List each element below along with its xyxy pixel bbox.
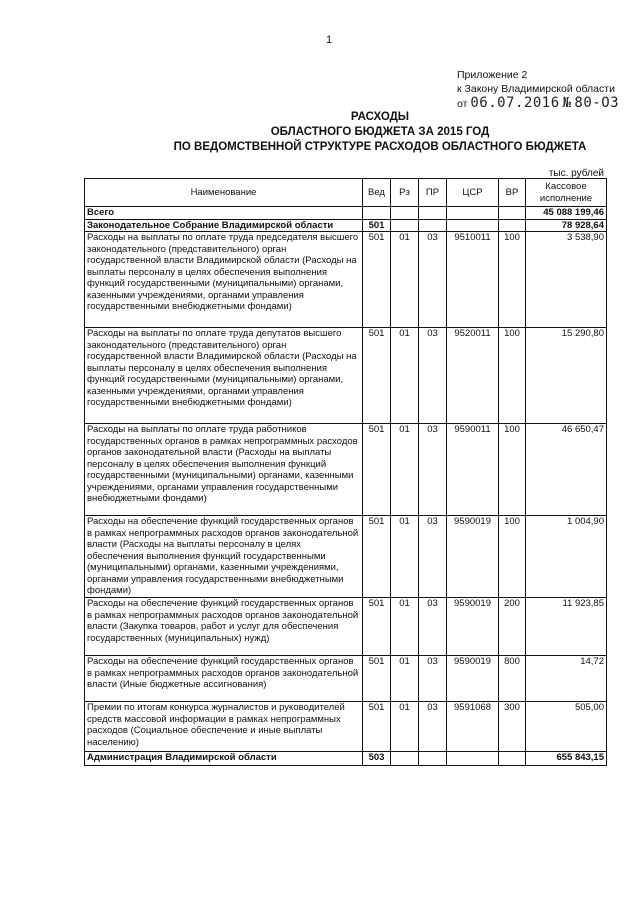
- row-vr: 800: [499, 656, 526, 702]
- row-name: Всего: [85, 207, 363, 220]
- row-csr: 9520011: [447, 328, 499, 424]
- row-sum: 46 650,47: [526, 424, 607, 516]
- budget-table: [84, 178, 607, 766]
- table-row: [85, 656, 607, 702]
- row-vr: 300: [499, 702, 526, 752]
- row-rz: [391, 207, 419, 220]
- row-name: Расходы на выплаты по оплате труда работников государственных органов в рамках непрограммных расходов органов законодательной власти (Расходы на выплаты персоналу в целях обеспечения выполнения функций государственными (муниципальными) органами, казенными учреждениями, органами управления государственными внебюджетными фондами): [85, 424, 363, 516]
- row-name: Расходы на обеспечение функций государственных органов в рамках непрограммных расходов органов законодательной власти (Расходы на выплаты персоналу в целях обеспечения выполнения функций государственными (муниципальными) органами, казенными учреждениями, органами управления государственными внебюджетными фондами): [85, 516, 363, 598]
- row-name: Расходы на обеспечение функций государственных органов в рамках непрограммных расходов органов законодательной власти (Иные бюджетные ассигнования): [85, 656, 363, 702]
- row-pr: 03: [419, 702, 447, 752]
- row-name: Расходы на выплаты по оплате труда депутатов высшего законодательного (представительного) орган государственной власти Владимирской области (Расходы на выплаты персоналу в целях обеспечения выполнения функций государственными (муниципальными) органами, казенными учреждениями, органами управления государственными внебюджетными фондами): [85, 328, 363, 424]
- row-name: Расходы на обеспечение функций государственных органов в рамках непрограммных расходов органов законодательной власти (Закупка товаров, работ и услуг для обеспечения государственных (муниципальных) нужд): [85, 598, 363, 656]
- header-ved: Вед: [363, 179, 391, 207]
- row-csr: [447, 752, 499, 766]
- table-header-row: [85, 179, 607, 207]
- table-row: [85, 328, 607, 424]
- row-pr: [419, 207, 447, 220]
- row-vr: [499, 207, 526, 220]
- row-rz: [391, 752, 419, 766]
- row-sum: 15 290,80: [526, 328, 607, 424]
- row-ved: 501: [363, 598, 391, 656]
- row-rz: 01: [391, 232, 419, 328]
- row-pr: [419, 752, 447, 766]
- row-pr: 03: [419, 424, 447, 516]
- row-name: Законодательное Собрание Владимирской области: [85, 219, 363, 232]
- row-sum: 3 538,90: [526, 232, 607, 328]
- row-csr: 9590011: [447, 424, 499, 516]
- header-vr: ВР: [499, 179, 526, 207]
- row-rz: 01: [391, 702, 419, 752]
- appendix-line-1: Приложение 2: [457, 69, 528, 81]
- row-rz: 01: [391, 424, 419, 516]
- row-csr: [447, 207, 499, 220]
- row-vr: 200: [499, 598, 526, 656]
- appendix-date-line: [457, 96, 619, 111]
- units-label: тыс. рублей: [548, 168, 604, 179]
- row-pr: 03: [419, 328, 447, 424]
- row-vr: 100: [499, 424, 526, 516]
- table-row: [85, 702, 607, 752]
- row-ved: 501: [363, 219, 391, 232]
- row-vr: 100: [499, 328, 526, 424]
- row-csr: 9510011: [447, 232, 499, 328]
- appendix-line-2: к Закону Владимирской области: [457, 83, 615, 95]
- table-row: [85, 516, 607, 598]
- row-ved: 501: [363, 328, 391, 424]
- row-sum: 45 088 199,46: [526, 207, 607, 220]
- row-pr: 03: [419, 656, 447, 702]
- row-sum: 11 923,85: [526, 598, 607, 656]
- row-sum: 14,72: [526, 656, 607, 702]
- row-rz: 01: [391, 516, 419, 598]
- row-sum: 505,00: [526, 702, 607, 752]
- page-number: 1: [326, 34, 333, 46]
- row-name: Администрация Владимирской области: [85, 752, 363, 766]
- row-name: Расходы на выплаты по оплате труда председателя высшего законодательного (представительного) орган государственной власти Владимирской области (Расходы на выплаты персоналу в целях обеспечения выполнения функций государственными (муниципальными) органами, казенными учреждениями, органами управления государственными внебюджетными фондами): [85, 232, 363, 328]
- title-line-2: ОБЛАСТНОГО БЮДЖЕТА ЗА 2015 ГОД: [270, 126, 490, 138]
- row-rz: 01: [391, 656, 419, 702]
- header-rz: Рз: [391, 179, 419, 207]
- row-rz: 01: [391, 598, 419, 656]
- row-vr: [499, 752, 526, 766]
- appendix-note: [457, 68, 619, 111]
- table-row: [85, 598, 607, 656]
- row-ved: 501: [363, 656, 391, 702]
- row-csr: 9590019: [447, 656, 499, 702]
- table-row: [85, 424, 607, 516]
- row-sum: 1 004,90: [526, 516, 607, 598]
- appendix-date: 06.07.2016: [470, 95, 560, 111]
- appendix-prefix: от: [457, 98, 468, 110]
- row-ved: 501: [363, 424, 391, 516]
- row-ved: 501: [363, 516, 391, 598]
- table-row: [85, 219, 607, 232]
- header-name: Наименование: [85, 179, 363, 207]
- row-ved: 501: [363, 702, 391, 752]
- header-pr: ПР: [419, 179, 447, 207]
- row-pr: 03: [419, 232, 447, 328]
- row-ved: [363, 207, 391, 220]
- row-csr: 9591068: [447, 702, 499, 752]
- row-rz: 01: [391, 328, 419, 424]
- row-csr: 9590019: [447, 598, 499, 656]
- row-rz: [391, 219, 419, 232]
- table-row: [85, 752, 607, 766]
- row-ved: 503: [363, 752, 391, 766]
- table-row: [85, 232, 607, 328]
- header-sum: Кассовое исполнение: [526, 179, 607, 207]
- row-csr: [447, 219, 499, 232]
- row-vr: 100: [499, 516, 526, 598]
- row-ved: 501: [363, 232, 391, 328]
- row-vr: 100: [499, 232, 526, 328]
- title-line-1: РАСХОДЫ: [350, 111, 410, 123]
- row-sum: 655 843,15: [526, 752, 607, 766]
- row-csr: 9590019: [447, 516, 499, 598]
- appendix-number-sign: №: [562, 95, 572, 111]
- row-name: Премии по итогам конкурса журналистов и руководителей средств массовой информации в рамках непрограммных расходов (Социальное обеспечение и иные выплаты населению): [85, 702, 363, 752]
- row-pr: [419, 219, 447, 232]
- row-sum: 78 928,64: [526, 219, 607, 232]
- header-csr: ЦСР: [447, 179, 499, 207]
- row-pr: 03: [419, 598, 447, 656]
- row-pr: 03: [419, 516, 447, 598]
- appendix-number: 80-ОЗ: [574, 95, 620, 111]
- table-row: [85, 207, 607, 220]
- row-vr: [499, 219, 526, 232]
- title-line-3: ПО ВЕДОМСТВЕННОЙ СТРУКТУРЕ РАСХОДОВ ОБЛАСТНОГО БЮДЖЕТА: [173, 141, 587, 153]
- document-title: [120, 110, 640, 155]
